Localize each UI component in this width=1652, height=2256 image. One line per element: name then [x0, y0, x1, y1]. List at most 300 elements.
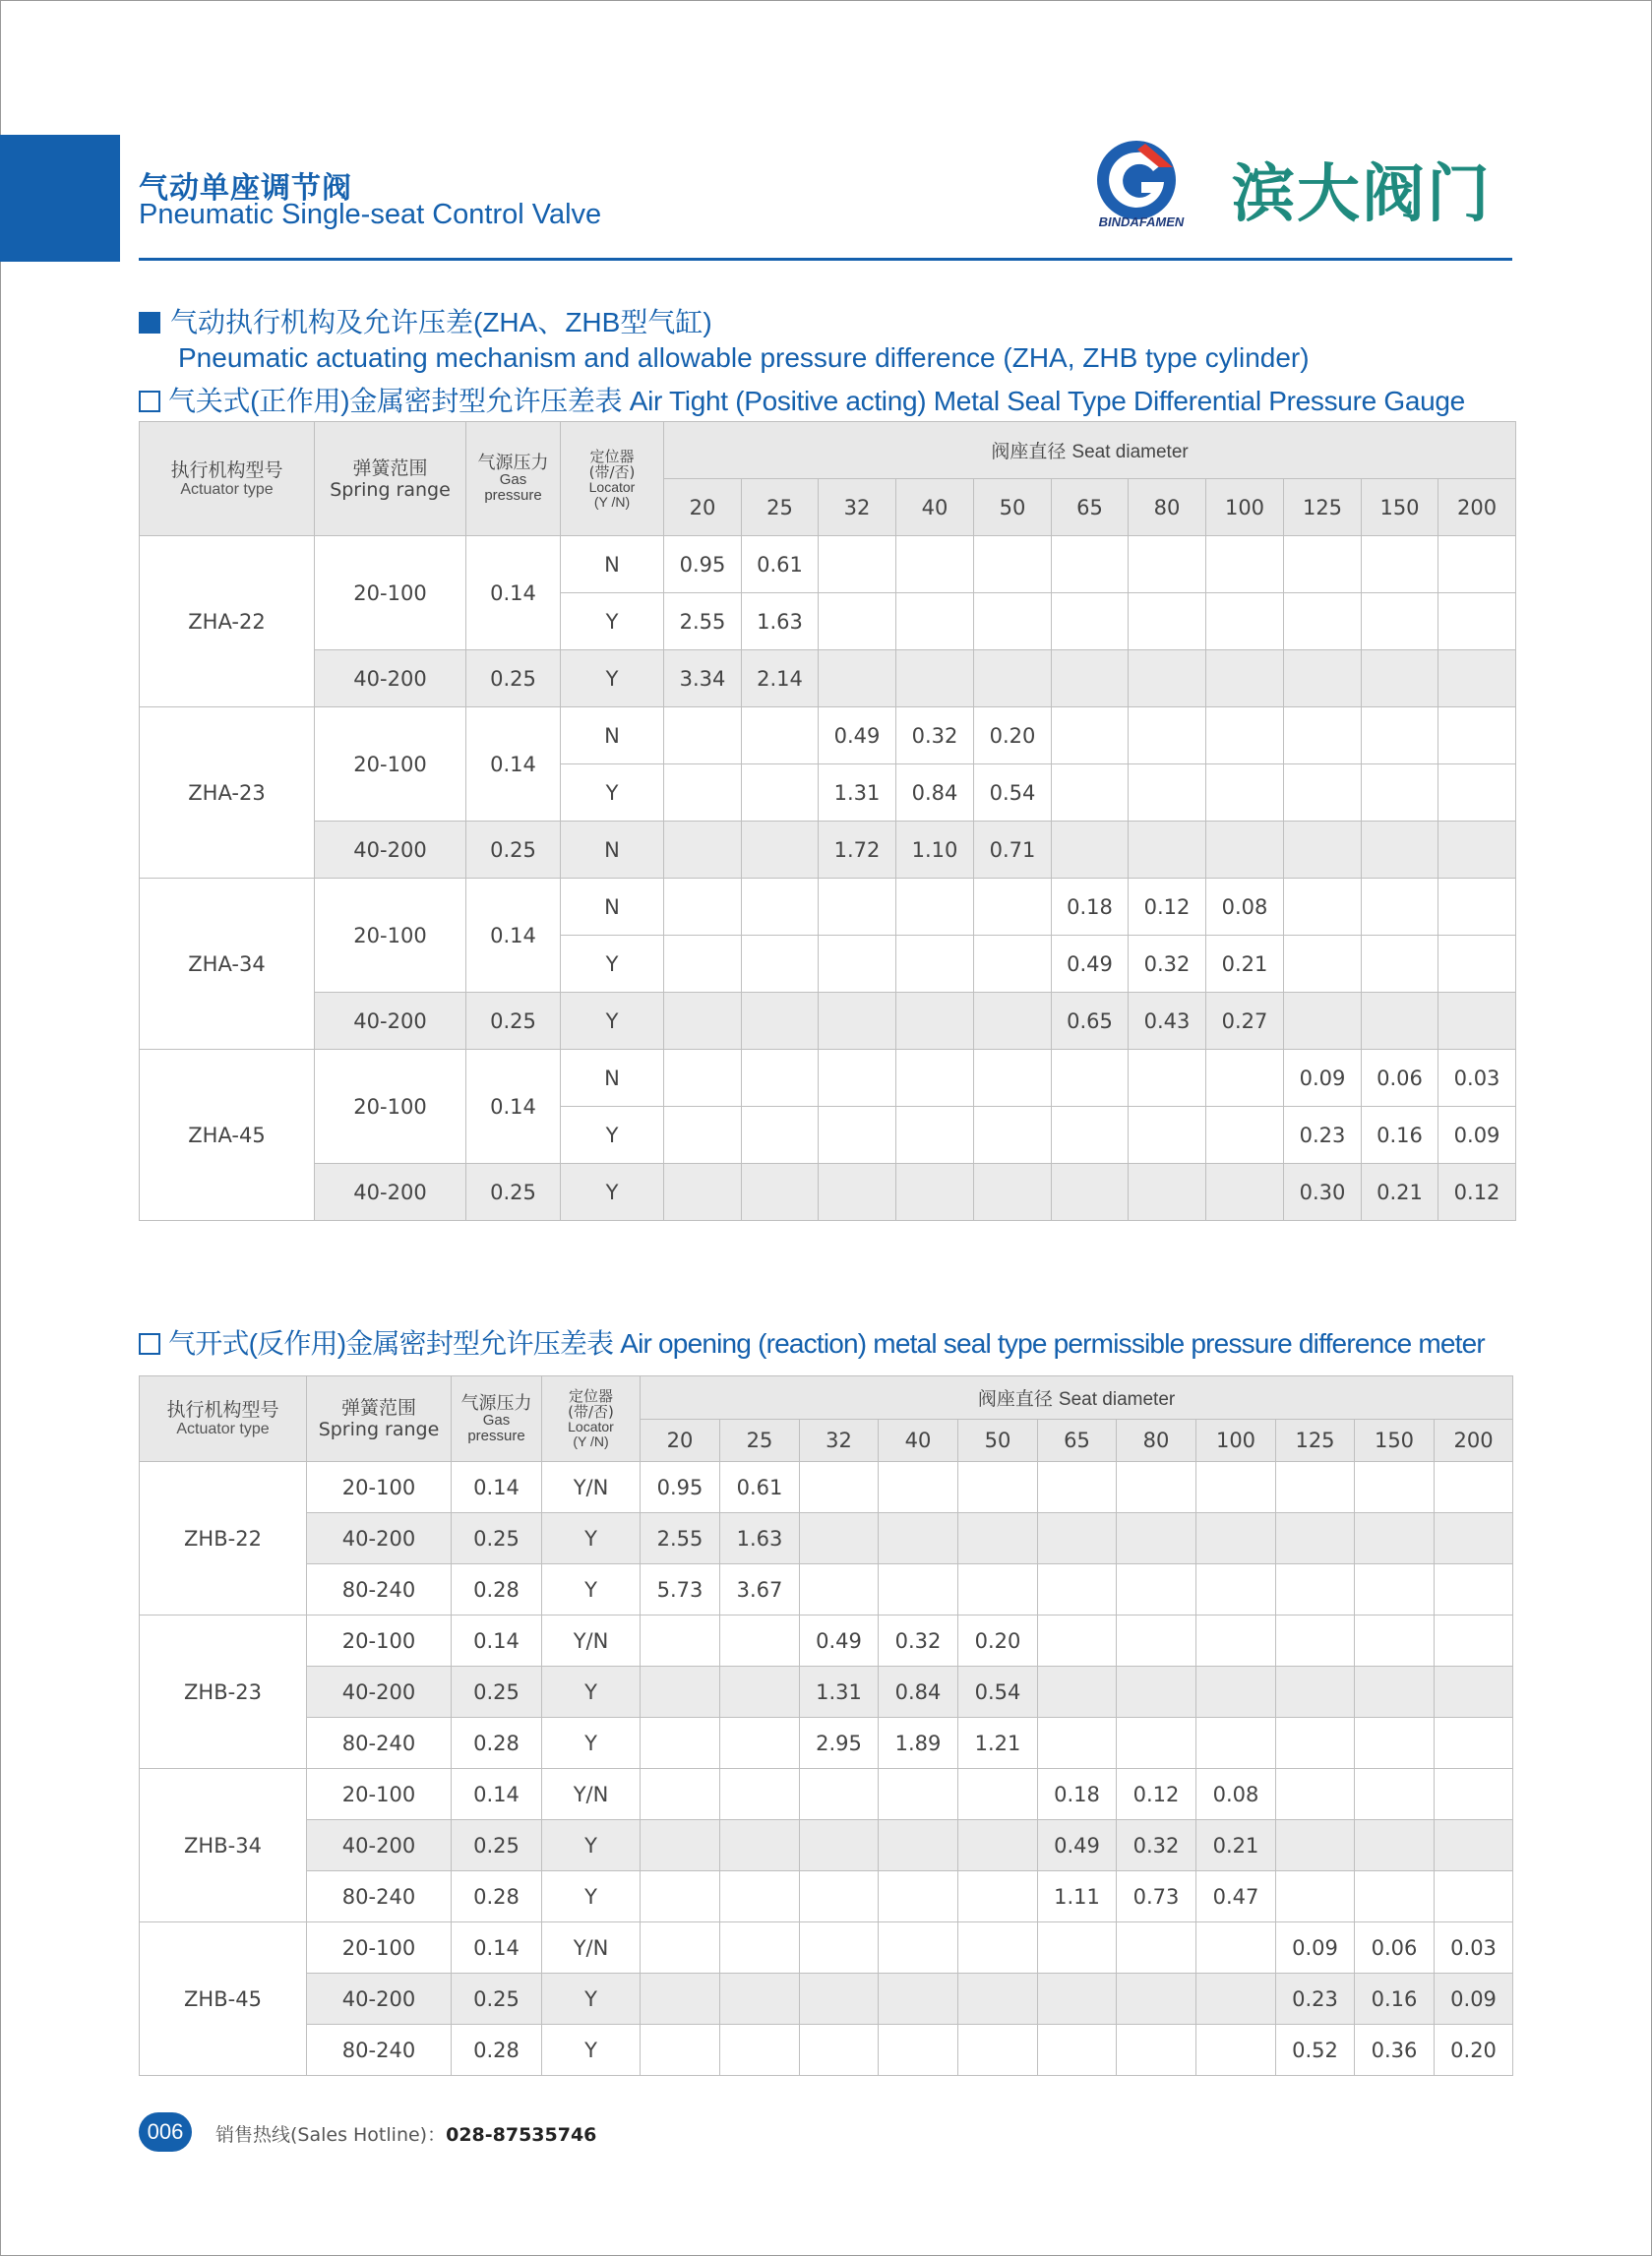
pressure-value-cell	[664, 822, 742, 879]
gas-pressure-header-en2: pressure	[484, 487, 542, 504]
pressure-value-cell	[896, 1164, 974, 1221]
pressure-value-cell	[800, 1462, 879, 1513]
pressure-value-cell	[1196, 1922, 1276, 1974]
locator-cell: Y/N	[542, 1922, 641, 1974]
pressure-value-cell: 0.09	[1276, 1922, 1355, 1974]
page-number: 006	[139, 2112, 192, 2152]
pressure-value-cell: 0.06	[1362, 1050, 1438, 1107]
brand-name-cn: 滨大阀门	[1232, 158, 1492, 231]
seat-diameter-150: 150	[1362, 479, 1438, 536]
pressure-value-cell	[641, 2025, 720, 2076]
spring-range-header-cn: 弹簧范围	[352, 457, 428, 479]
pressure-value-cell	[742, 993, 819, 1050]
pressure-value-cell	[800, 1769, 879, 1820]
pressure-value-cell	[819, 1050, 896, 1107]
seat-diameter-40: 40	[896, 479, 974, 536]
pressure-value-cell: 0.18	[1038, 1769, 1117, 1820]
gas-pressure-cell: 0.25	[466, 1164, 561, 1221]
locator-header-en2: (Y /N)	[593, 493, 631, 510]
pressure-value-cell	[896, 879, 974, 936]
pressure-value-cell: 0.08	[1206, 879, 1284, 936]
seat-diameter-100: 100	[1206, 479, 1284, 536]
pressure-value-cell	[1355, 1462, 1435, 1513]
pressure-value-cell	[720, 1922, 800, 1974]
pressure-value-cell: 0.16	[1362, 1107, 1438, 1164]
pressure-value-cell: 0.65	[1052, 993, 1129, 1050]
pressure-value-cell: 0.43	[1129, 993, 1206, 1050]
spring-range-cell: 40-200	[307, 1513, 452, 1564]
spring-range-cell: 20-100	[315, 879, 466, 993]
pressure-value-cell	[1117, 1974, 1196, 2025]
actuator-type-header-en: Actuator type	[176, 1421, 270, 1437]
pressure-value-cell	[958, 1769, 1038, 1820]
locator-cell: N	[561, 822, 664, 879]
pressure-value-cell	[819, 993, 896, 1050]
seat-diameter-header-cn: 阀座直径	[977, 1388, 1053, 1410]
pressure-value-cell	[742, 764, 819, 822]
pressure-value-cell: 0.27	[1206, 993, 1284, 1050]
pressure-value-cell	[1362, 764, 1438, 822]
pressure-value-cell: 1.31	[819, 764, 896, 822]
pressure-value-cell	[879, 1564, 958, 1616]
locator-cell: Y	[542, 1667, 641, 1718]
page-title-en: Pneumatic Single-seat Control Valve	[139, 199, 602, 230]
seat-diameter-80: 80	[1129, 479, 1206, 536]
pressure-value-cell	[641, 1769, 720, 1820]
pressure-value-cell	[1206, 650, 1284, 707]
pressure-value-cell	[800, 1922, 879, 1974]
pressure-value-cell	[879, 1462, 958, 1513]
spring-range-cell: 40-200	[307, 1974, 452, 2025]
pressure-value-cell	[1038, 1564, 1117, 1616]
pressure-value-cell	[1362, 879, 1438, 936]
table-row	[140, 1462, 1513, 1513]
pressure-value-cell: 0.06	[1355, 1922, 1435, 1974]
pressure-value-cell	[1284, 536, 1362, 593]
section-heading-cn: 气动执行机构及允许压差(ZHA、ZHB型气缸)	[170, 307, 712, 337]
locator-cell: Y/N	[542, 1462, 641, 1513]
seat-diameter-100: 100	[1196, 1420, 1276, 1462]
locator-cell: Y	[542, 1513, 641, 1564]
seat-diameter-80: 80	[1117, 1420, 1196, 1462]
spring-range-cell: 20-100	[307, 1462, 452, 1513]
locator-header-cn1: 定位器	[589, 447, 635, 465]
pressure-value-cell	[958, 1820, 1038, 1871]
pressure-value-cell	[1435, 1667, 1513, 1718]
pressure-value-cell	[800, 1820, 879, 1871]
table-row	[140, 1164, 1516, 1221]
table-row	[140, 1050, 1516, 1107]
pressure-value-cell	[1052, 764, 1129, 822]
pressure-value-cell: 0.71	[974, 822, 1052, 879]
pressure-value-cell	[1362, 993, 1438, 1050]
pressure-value-cell: 1.63	[720, 1513, 800, 1564]
actuator-type-cell: ZHB-23	[140, 1616, 307, 1769]
pressure-value-cell	[896, 536, 974, 593]
pressure-value-cell	[958, 2025, 1038, 2076]
table-row	[140, 1564, 1513, 1616]
pressure-value-cell	[1129, 707, 1206, 764]
locator-cell: Y	[542, 1718, 641, 1769]
locator-cell: Y/N	[542, 1616, 641, 1667]
pressure-value-cell	[664, 1050, 742, 1107]
brand-name-en: BINDAFAMEN	[1098, 214, 1185, 229]
pressure-value-cell: 0.03	[1438, 1050, 1516, 1107]
table-row	[140, 1513, 1513, 1564]
locator-cell: Y	[561, 650, 664, 707]
spring-range-cell: 20-100	[315, 1050, 466, 1164]
table-row	[140, 707, 1516, 764]
actuator-type-cell: ZHB-22	[140, 1462, 307, 1616]
pressure-value-cell	[1052, 707, 1129, 764]
pressure-value-cell	[800, 1564, 879, 1616]
gas-pressure-cell: 0.28	[452, 2025, 542, 2076]
pressure-value-cell	[1438, 879, 1516, 936]
table2-caption	[139, 1322, 1485, 1362]
pressure-value-cell	[1206, 593, 1284, 650]
pressure-value-cell	[1129, 1107, 1206, 1164]
pressure-value-cell: 3.67	[720, 1564, 800, 1616]
pressure-value-cell	[1284, 993, 1362, 1050]
spring-range-cell: 80-240	[307, 1564, 452, 1616]
pressure-value-cell	[1196, 1718, 1276, 1769]
pressure-value-cell	[664, 1164, 742, 1221]
pressure-value-cell: 0.49	[800, 1616, 879, 1667]
pressure-value-cell	[1355, 1513, 1435, 1564]
locator-header-en1: Locator	[588, 478, 636, 495]
gas-pressure-cell: 0.14	[466, 536, 561, 650]
pressure-value-cell: 0.32	[896, 707, 974, 764]
seat-diameter-20: 20	[641, 1420, 720, 1462]
gas-pressure-cell: 0.25	[466, 993, 561, 1050]
pressure-value-cell	[1206, 1107, 1284, 1164]
pressure-value-cell: 0.49	[819, 707, 896, 764]
pressure-value-cell: 2.95	[800, 1718, 879, 1769]
pressure-value-cell	[1117, 1616, 1196, 1667]
pressure-value-cell	[1129, 764, 1206, 822]
pressure-value-cell	[664, 879, 742, 936]
pressure-value-cell: 0.18	[1052, 879, 1129, 936]
pressure-value-cell	[720, 1871, 800, 1922]
gas-pressure-header-en1: Gas	[482, 1411, 511, 1429]
pressure-value-cell: 0.09	[1435, 1974, 1513, 2025]
pressure-value-cell	[1038, 1922, 1117, 1974]
gas-pressure-cell: 0.25	[466, 822, 561, 879]
gas-pressure-cell: 0.28	[452, 1564, 542, 1616]
locator-cell: Y	[542, 1974, 641, 2025]
pressure-value-cell: 2.14	[742, 650, 819, 707]
locator-cell: N	[561, 1050, 664, 1107]
pressure-value-cell	[1129, 650, 1206, 707]
pressure-value-cell	[1435, 1871, 1513, 1922]
pressure-value-cell	[1362, 536, 1438, 593]
seat-diameter-50: 50	[974, 479, 1052, 536]
pressure-value-cell	[1435, 1462, 1513, 1513]
actuator-type-cell: ZHA-22	[140, 536, 315, 707]
pressure-value-cell	[974, 936, 1052, 993]
pressure-value-cell	[1117, 1667, 1196, 1718]
pressure-value-cell	[664, 993, 742, 1050]
pressure-value-cell	[641, 1871, 720, 1922]
air-tight-pressure-table	[139, 421, 1516, 1221]
table-row	[140, 1974, 1513, 2025]
table-row	[140, 822, 1516, 879]
gas-pressure-cell: 0.14	[452, 1462, 542, 1513]
seat-diameter-20: 20	[664, 479, 742, 536]
spring-range-cell: 20-100	[315, 536, 466, 650]
pressure-value-cell	[1052, 1164, 1129, 1221]
seat-diameter-25: 25	[720, 1420, 800, 1462]
seat-diameter-200: 200	[1438, 479, 1516, 536]
pressure-value-cell	[720, 1974, 800, 2025]
pressure-value-cell	[896, 993, 974, 1050]
locator-header-cn1: 定位器	[568, 1387, 613, 1405]
table-row	[140, 1922, 1513, 1974]
pressure-value-cell	[742, 1164, 819, 1221]
pressure-value-cell	[1196, 1616, 1276, 1667]
pressure-value-cell	[1284, 936, 1362, 993]
pressure-value-cell	[879, 1769, 958, 1820]
gas-pressure-header-en2: pressure	[467, 1427, 525, 1444]
table1-caption	[139, 380, 1465, 419]
actuator-type-cell: ZHB-34	[140, 1769, 307, 1922]
locator-cell: N	[561, 707, 664, 764]
locator-header-cn2: (带/否)	[588, 462, 636, 481]
seat-diameter-40: 40	[879, 1420, 958, 1462]
pressure-value-cell	[1129, 822, 1206, 879]
pressure-value-cell	[896, 650, 974, 707]
pressure-value-cell: 0.12	[1438, 1164, 1516, 1221]
pressure-value-cell	[819, 536, 896, 593]
locator-header	[542, 1376, 641, 1462]
pressure-value-cell: 0.61	[720, 1462, 800, 1513]
spring-range-cell: 80-240	[307, 1718, 452, 1769]
seat-diameter-65: 65	[1038, 1420, 1117, 1462]
pressure-value-cell	[1038, 1718, 1117, 1769]
pressure-value-cell	[1276, 1564, 1355, 1616]
pressure-value-cell: 0.16	[1355, 1974, 1435, 2025]
gas-pressure-header-cn: 气源压力	[477, 453, 549, 473]
pressure-value-cell	[720, 1769, 800, 1820]
pressure-value-cell	[1052, 1050, 1129, 1107]
pressure-value-cell	[1276, 1871, 1355, 1922]
pressure-value-cell	[974, 650, 1052, 707]
pressure-value-cell	[1355, 1871, 1435, 1922]
pressure-value-cell	[664, 1107, 742, 1164]
gas-pressure-cell: 0.25	[452, 1974, 542, 2025]
actuator-type-header	[140, 422, 315, 536]
pressure-value-cell	[1438, 650, 1516, 707]
pressure-value-cell: 1.89	[879, 1718, 958, 1769]
locator-cell: Y	[561, 764, 664, 822]
pressure-value-cell	[641, 1820, 720, 1871]
actuator-type-cell: ZHA-34	[140, 879, 315, 1050]
pressure-value-cell	[641, 1718, 720, 1769]
locator-header-cn2: (带/否)	[568, 1403, 614, 1421]
pressure-value-cell: 2.55	[641, 1513, 720, 1564]
pressure-value-cell	[1196, 1513, 1276, 1564]
actuator-type-cell: ZHA-45	[140, 1050, 315, 1221]
locator-cell: N	[561, 536, 664, 593]
pressure-value-cell	[641, 1974, 720, 2025]
pressure-value-cell	[1438, 993, 1516, 1050]
pressure-value-cell	[1435, 1718, 1513, 1769]
pressure-value-cell	[1206, 822, 1284, 879]
pressure-value-cell: 0.32	[1129, 936, 1206, 993]
seat-diameter-200: 200	[1435, 1420, 1513, 1462]
locator-header	[561, 422, 664, 536]
pressure-value-cell	[1355, 1769, 1435, 1820]
pressure-value-cell	[664, 764, 742, 822]
pressure-value-cell	[742, 1107, 819, 1164]
seat-diameter-header	[641, 1376, 1513, 1420]
pressure-value-cell: 0.36	[1355, 2025, 1435, 2076]
pressure-value-cell: 0.47	[1196, 1871, 1276, 1922]
pressure-value-cell	[1362, 822, 1438, 879]
locator-header-en2: (Y /N)	[573, 1433, 609, 1449]
pressure-value-cell	[641, 1667, 720, 1718]
hotline-phone: 028-87535746	[446, 2124, 597, 2146]
spring-range-cell: 80-240	[307, 2025, 452, 2076]
seat-diameter-32: 32	[819, 479, 896, 536]
pressure-value-cell	[1052, 1107, 1129, 1164]
spring-range-cell: 20-100	[307, 1769, 452, 1820]
actuator-type-header-cn: 执行机构型号	[170, 458, 283, 481]
pressure-value-cell: 0.54	[958, 1667, 1038, 1718]
spring-range-cell: 40-200	[315, 822, 466, 879]
pressure-value-cell	[720, 1718, 800, 1769]
pressure-value-cell	[1117, 1718, 1196, 1769]
hotline-label: 销售热线(Sales Hotline)：	[215, 2124, 447, 2146]
pressure-value-cell	[1117, 1564, 1196, 1616]
pressure-value-cell: 0.61	[742, 536, 819, 593]
pressure-value-cell	[1435, 1564, 1513, 1616]
seat-diameter-125: 125	[1276, 1420, 1355, 1462]
gas-pressure-cell: 0.14	[452, 1922, 542, 1974]
pressure-value-cell: 1.21	[958, 1718, 1038, 1769]
pressure-value-cell	[1206, 764, 1284, 822]
pressure-value-cell: 0.20	[974, 707, 1052, 764]
actuator-type-header	[140, 1376, 307, 1462]
pressure-value-cell	[879, 1922, 958, 1974]
actuator-type-header-cn: 执行机构型号	[166, 1399, 279, 1421]
pressure-value-cell	[958, 1462, 1038, 1513]
pressure-value-cell	[819, 879, 896, 936]
pressure-value-cell	[974, 1107, 1052, 1164]
seat-diameter-125: 125	[1284, 479, 1362, 536]
locator-cell: Y	[542, 1871, 641, 1922]
gas-pressure-cell: 0.25	[452, 1667, 542, 1718]
spring-range-cell: 80-240	[307, 1871, 452, 1922]
seat-diameter-32: 32	[800, 1420, 879, 1462]
pressure-value-cell: 1.31	[800, 1667, 879, 1718]
pressure-value-cell	[1196, 1462, 1276, 1513]
air-opening-pressure-table	[139, 1375, 1513, 2076]
page-title-cn: 气动单座调节阀	[139, 171, 352, 206]
pressure-value-cell	[1206, 1164, 1284, 1221]
pressure-value-cell	[1196, 1974, 1276, 2025]
pressure-value-cell	[819, 1164, 896, 1221]
pressure-value-cell	[664, 936, 742, 993]
pressure-value-cell	[1196, 1667, 1276, 1718]
seat-diameter-header-en: Seat diameter	[1058, 1389, 1176, 1410]
table-row	[140, 650, 1516, 707]
pressure-value-cell	[819, 593, 896, 650]
pressure-value-cell	[720, 2025, 800, 2076]
pressure-value-cell	[819, 936, 896, 993]
pressure-value-cell	[879, 2025, 958, 2076]
pressure-value-cell	[1355, 1718, 1435, 1769]
gas-pressure-cell: 0.14	[452, 1769, 542, 1820]
pressure-value-cell	[1038, 1513, 1117, 1564]
pressure-value-cell	[1355, 1667, 1435, 1718]
pressure-value-cell	[1438, 764, 1516, 822]
pressure-value-cell	[896, 936, 974, 993]
table-row	[140, 1667, 1513, 1718]
pressure-value-cell	[1435, 1513, 1513, 1564]
pressure-value-cell	[958, 1564, 1038, 1616]
spring-range-header	[307, 1376, 452, 1462]
pressure-value-cell	[1052, 536, 1129, 593]
table-row	[140, 536, 1516, 593]
pressure-value-cell	[1438, 822, 1516, 879]
pressure-value-cell	[879, 1513, 958, 1564]
gas-pressure-cell: 0.25	[466, 650, 561, 707]
gas-pressure-cell: 0.28	[452, 1718, 542, 1769]
seat-diameter-header-cn: 阀座直径	[991, 441, 1067, 462]
locator-cell: Y	[542, 1564, 641, 1616]
pressure-value-cell	[896, 1050, 974, 1107]
pressure-value-cell	[742, 707, 819, 764]
pressure-value-cell	[958, 1513, 1038, 1564]
pressure-value-cell	[1276, 1718, 1355, 1769]
pressure-value-cell: 1.10	[896, 822, 974, 879]
pressure-value-cell	[974, 593, 1052, 650]
brand-logo	[1082, 130, 1555, 233]
pressure-value-cell	[742, 936, 819, 993]
table1-caption-text: 气关式(正作用)金属密封型允许压差表 Air Tight (Positive acting) Metal Seal Type Differential Pressure Gauge	[168, 386, 1465, 416]
header-divider	[139, 258, 1512, 261]
gas-pressure-cell: 0.14	[452, 1616, 542, 1667]
pressure-value-cell: 0.21	[1196, 1820, 1276, 1871]
pressure-value-cell	[1284, 650, 1362, 707]
pressure-value-cell: 0.49	[1038, 1820, 1117, 1871]
pressure-value-cell	[1435, 1769, 1513, 1820]
pressure-value-cell	[1052, 593, 1129, 650]
pressure-value-cell: 0.20	[1435, 2025, 1513, 2076]
pressure-value-cell	[1276, 1616, 1355, 1667]
actuator-type-cell: ZHB-45	[140, 1922, 307, 2076]
spring-range-header-en: Spring range	[318, 1419, 440, 1440]
spring-range-header-en: Spring range	[330, 478, 451, 501]
spring-range-cell: 20-100	[315, 707, 466, 822]
pressure-value-cell	[1117, 1462, 1196, 1513]
pressure-value-cell	[1038, 2025, 1117, 2076]
pressure-value-cell: 0.54	[974, 764, 1052, 822]
locator-header-en1: Locator	[568, 1419, 614, 1434]
pressure-value-cell	[1206, 1050, 1284, 1107]
pressure-value-cell	[1117, 1513, 1196, 1564]
table-row	[140, 1871, 1513, 1922]
pressure-value-cell	[720, 1616, 800, 1667]
pressure-value-cell	[958, 1922, 1038, 1974]
pressure-value-cell	[974, 993, 1052, 1050]
header-accent-bar	[0, 135, 120, 262]
pressure-value-cell: 0.09	[1284, 1050, 1362, 1107]
locator-cell: Y	[561, 1164, 664, 1221]
brand-logo-icon	[1094, 138, 1179, 222]
pressure-value-cell	[958, 1871, 1038, 1922]
